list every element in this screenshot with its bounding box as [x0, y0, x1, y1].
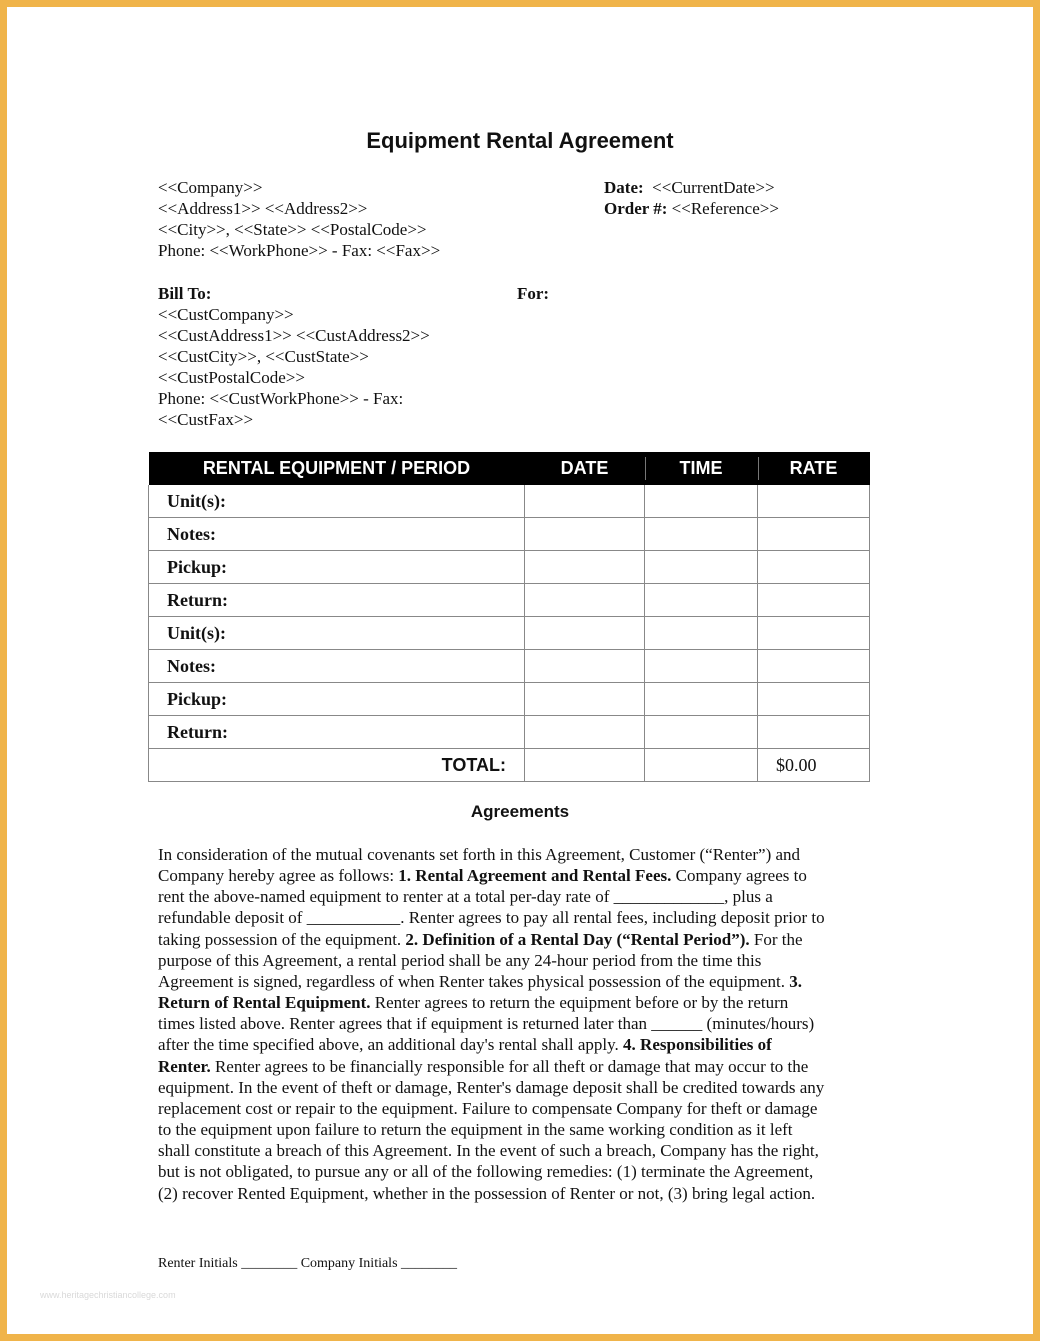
bill-to-label: Bill To: — [158, 284, 212, 303]
agreement-text: times listed above. Renter agrees that if equipment is returned later than ______ (minutes/hours) — [158, 1014, 815, 1034]
rental-table — [148, 452, 870, 782]
agreement-text: Renter agrees to return the equipment before or by the return — [370, 993, 789, 1013]
agreement-text: (2) recover Rented Equipment, whether in the possession of Renter or not, (3) bring legal action. — [158, 1183, 816, 1203]
time-cell[interactable] — [645, 683, 758, 716]
agreement-text: replacement cost or repair to the equipment. Failure to compensate Company for theft or damage — [158, 1098, 818, 1118]
company-line: Phone: <<WorkPhone>> - Fax: <<Fax>> — [158, 241, 441, 260]
agreement-text: purpose of this Agreement, a rental period shall be any 24-hour period from the time this — [158, 950, 762, 970]
agreement-bold-text: 2. Definition of a Rental Day (“Rental Period”). — [405, 929, 750, 949]
order-value: <<Reference>> — [671, 199, 779, 218]
agreement-line — [158, 865, 888, 886]
agreement-text: Company agrees to — [671, 866, 807, 886]
row-label: Return: — [149, 584, 525, 617]
time-cell[interactable] — [645, 584, 758, 617]
agreement-text: Agreement is signed, regardless of when Renter takes physical possession of the equipment. — [158, 971, 790, 991]
watermark: www.heritagechristiancollege.com — [40, 1290, 176, 1300]
row-label: Unit(s): — [149, 617, 525, 650]
agreement-line — [158, 907, 888, 928]
initials-line: Renter Initials ________ Company Initials ________ — [158, 1256, 458, 1271]
agreement-text: In consideration of the mutual covenants set forth in this Agreement, Customer (“Renter”) and — [158, 845, 801, 864]
order-row — [604, 198, 779, 219]
row-label: Notes: — [149, 518, 525, 551]
agreement-line — [158, 1056, 888, 1077]
total-amount: $0.00 — [758, 749, 870, 782]
bill-to-line: <<CustCity>>, <<CustState>> — [158, 347, 369, 366]
total-row — [149, 749, 870, 782]
agreement-line — [158, 1077, 888, 1098]
table-row — [149, 716, 870, 749]
time-cell[interactable] — [645, 551, 758, 584]
agreement-line — [158, 1119, 888, 1140]
company-line: <<City>>, <<State>> <<PostalCode>> — [158, 220, 427, 239]
rate-cell[interactable] — [758, 518, 870, 551]
agreement-text: to the equipment upon failure to return the equipment in the same working condition as it left — [158, 1120, 793, 1140]
bill-to-line: <<CustCompany>> — [158, 305, 294, 324]
date-cell[interactable] — [525, 518, 645, 551]
company-block — [158, 177, 440, 261]
company-line: <<Address1>> <<Address2>> — [158, 199, 368, 218]
bill-to-line: <<CustAddress1>> <<CustAddress2>> — [158, 326, 430, 345]
table-row — [149, 518, 870, 551]
agreement-paragraph — [158, 844, 888, 1204]
rate-cell[interactable] — [758, 683, 870, 716]
agreement-line — [158, 929, 888, 950]
header-rate: RATE — [758, 452, 870, 485]
agreement-line — [158, 886, 888, 907]
agreement-line — [158, 1013, 888, 1034]
agreement-line — [158, 1161, 888, 1182]
rate-cell[interactable] — [758, 617, 870, 650]
table-row — [149, 584, 870, 617]
header-equipment: RENTAL EQUIPMENT / PERIOD — [149, 452, 525, 485]
header-time: TIME — [645, 452, 758, 485]
agreement-line — [158, 1098, 888, 1119]
date-cell[interactable] — [525, 617, 645, 650]
rate-cell[interactable] — [758, 716, 870, 749]
bill-to-block — [158, 283, 430, 430]
agreement-bold-text: Renter. — [158, 1056, 211, 1076]
date-cell[interactable] — [525, 485, 645, 518]
row-label: Unit(s): — [149, 485, 525, 518]
total-date-cell — [525, 749, 645, 782]
agreement-text: refundable deposit of ___________. Renter agrees to pay all rental fees, including deposit prior to — [158, 908, 825, 928]
agreement-line — [158, 992, 888, 1013]
agreement-line — [158, 1140, 888, 1161]
agreement-line — [158, 1034, 888, 1055]
bill-to-line: <<CustPostalCode>> — [158, 368, 305, 387]
time-cell[interactable] — [645, 485, 758, 518]
total-time-cell — [645, 749, 758, 782]
agreement-text: after the time specified above, an additional day's rental shall apply. — [158, 1035, 624, 1055]
row-label: Return: — [149, 716, 525, 749]
date-label: Date: — [604, 178, 644, 197]
agreement-bold-text: 4. Responsibilities of — [623, 1035, 772, 1055]
header-date: DATE — [525, 452, 645, 485]
date-order-block — [604, 177, 779, 219]
agreement-text: rent the above-named equipment to renter at a total per-day rate of _____________, plus a — [158, 887, 773, 907]
row-label: Pickup: — [149, 683, 525, 716]
company-line: <<Company>> — [158, 178, 263, 197]
document-title: Equipment Rental Agreement — [366, 128, 674, 153]
time-cell[interactable] — [645, 716, 758, 749]
table-row — [149, 485, 870, 518]
agreement-text: but is not obligated, to pursue any or all of the following remedies: (1) terminate the Agreement, — [158, 1162, 814, 1182]
row-label: Notes: — [149, 650, 525, 683]
bill-to-line: <<CustFax>> — [158, 410, 254, 429]
agreement-text: Renter agrees to be financially responsible for all theft or damage that may occur to the — [210, 1056, 809, 1076]
agreement-text: equipment. In the event of theft or damage, Renter's damage deposit shall be credited towards any — [158, 1077, 825, 1097]
agreement-text: For the — [749, 929, 803, 949]
table-row — [149, 551, 870, 584]
agreement-line — [158, 844, 888, 865]
rate-cell[interactable] — [758, 485, 870, 518]
date-cell[interactable] — [525, 650, 645, 683]
total-label: TOTAL: — [149, 749, 525, 782]
table-row — [149, 617, 870, 650]
order-label: Order #: — [604, 199, 668, 218]
date-value: <<CurrentDate>> — [652, 178, 775, 197]
agreement-bold-text: 1. Rental Agreement and Rental Fees. — [398, 866, 672, 886]
bill-to-line: Phone: <<CustWorkPhone>> - Fax: — [158, 389, 404, 408]
agreement-text: Company hereby agree as follows: — [158, 866, 399, 886]
agreement-text: shall constitute a breach of this Agreement. In the event of such a breach, Company has the right, — [158, 1141, 819, 1161]
for-label: For: — [517, 284, 550, 303]
rate-cell[interactable] — [758, 650, 870, 683]
agreements-heading: Agreements — [470, 802, 570, 821]
table-header-row — [149, 452, 870, 485]
table-row — [149, 683, 870, 716]
agreement-line — [158, 950, 888, 971]
date-cell[interactable] — [525, 683, 645, 716]
time-cell[interactable] — [645, 518, 758, 551]
date-cell[interactable] — [525, 551, 645, 584]
row-label: Pickup: — [149, 551, 525, 584]
agreement-line — [158, 1183, 888, 1204]
agreement-text: taking possession of the equipment. — [158, 929, 406, 949]
date-cell[interactable] — [525, 716, 645, 749]
date-row — [604, 177, 779, 198]
rate-cell[interactable] — [758, 584, 870, 617]
table-row — [149, 650, 870, 683]
time-cell[interactable] — [645, 650, 758, 683]
rate-cell[interactable] — [758, 551, 870, 584]
agreement-bold-text: 3. — [789, 971, 802, 991]
time-cell[interactable] — [645, 617, 758, 650]
date-cell[interactable] — [525, 584, 645, 617]
agreement-line — [158, 971, 888, 992]
agreement-bold-text: Return of Rental Equipment. — [158, 993, 371, 1013]
